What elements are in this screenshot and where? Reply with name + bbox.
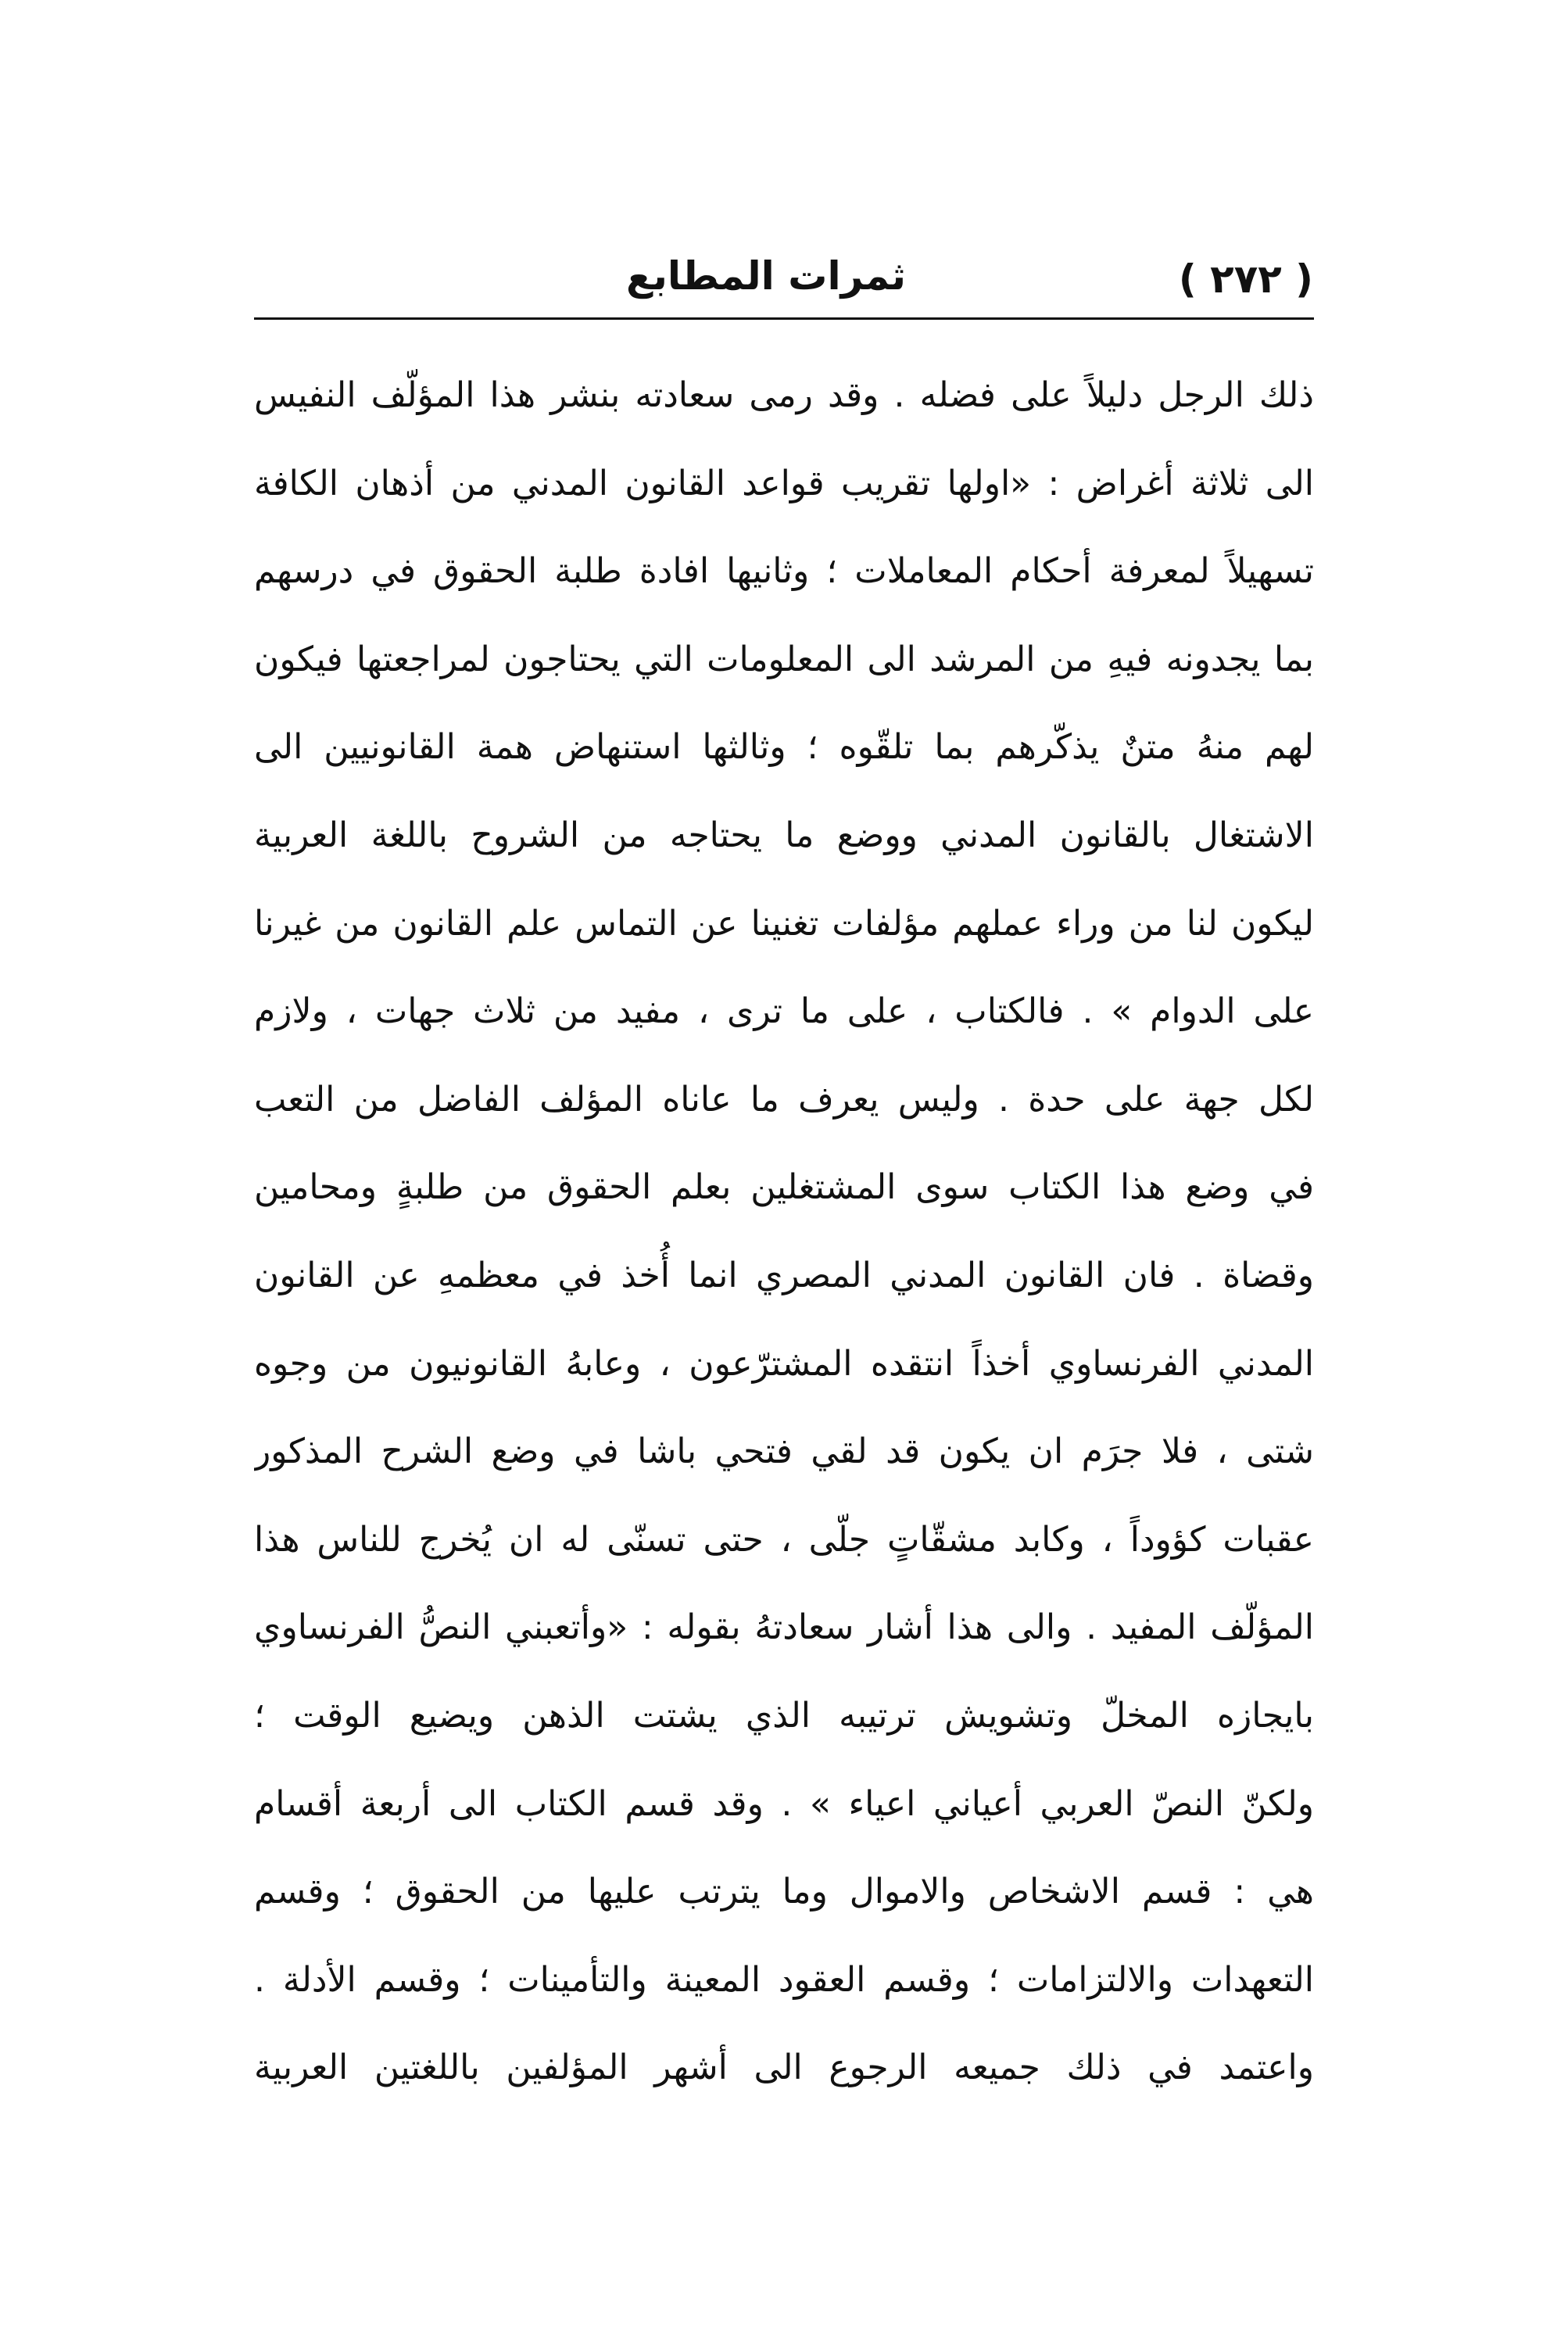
text-line — [254, 1672, 1314, 1761]
body-text — [254, 352, 1314, 2112]
line-text: الى ثلاثة أغراض : «اولها تقريب قواعد القانون المدني من أذهان الكافة — [254, 463, 1314, 503]
line-text: المدني الفرنساوي أخذاً انتقده المشترّعون ، وعابهُ القانونيون من وجوه — [254, 1343, 1314, 1384]
text-line — [254, 1056, 1314, 1145]
text-line — [254, 1761, 1314, 1849]
text-line — [254, 1232, 1314, 1320]
line-text: الاشتغال بالقانون المدني ووضع ما يحتاجه من الشروح باللغة العربية — [254, 815, 1314, 855]
text-line — [254, 792, 1314, 880]
line-text: تسهيلاً لمعرفة أحكام المعاملات ؛ وثانيها افادة طلبة الحقوق في درسهم — [254, 551, 1314, 592]
line-text: ليكون لنا من وراء عملهم مؤلفات تغنينا عن التماس علم القانون من غيرنا — [254, 903, 1314, 944]
text-line — [254, 528, 1314, 616]
text-line — [254, 704, 1314, 792]
line-text: هي : قسم الاشخاص والاموال وما يترتب عليها من الحقوق ؛ وقسم — [254, 1872, 1314, 1912]
line-text: التعهدات والالتزامات ؛ وقسم العقود المعينة والتأمينات ؛ وقسم الأدلة . — [254, 1959, 1314, 2000]
text-line — [254, 968, 1314, 1056]
text-line — [254, 1937, 1314, 2025]
line-text: واعتمد في ذلك جميعه الرجوع الى أشهر المؤلفين باللغتين العربية — [254, 2048, 1314, 2088]
text-line — [254, 1848, 1314, 1937]
text-line — [254, 1144, 1314, 1232]
line-text: في وضع هذا الكتاب سوى المشتغلين بعلم الحقوق من طلبةٍ ومحامين — [254, 1167, 1314, 1208]
line-text: ذلك الرجل دليلاً على فضله . وقد رمى سعادته بنشر هذا المؤلّف النفيس — [254, 375, 1314, 415]
line-text: المؤلّف المفيد . والى هذا أشار سعادتهُ بقوله : «وأتعبني النصُّ الفرنساوي — [254, 1607, 1314, 1648]
line-text: لهم منهُ متنٌ يذكّرهم بما تلقّوه ؛ وثالثها استنهاض همة القانونيين الى — [254, 727, 1314, 768]
header-rule — [254, 317, 1314, 320]
line-text: وقضاة . فان القانون المدني المصري انما أُخذ في معظمهِ عن القانون — [254, 1255, 1314, 1295]
text-line — [254, 440, 1314, 529]
text-line — [254, 1408, 1314, 1496]
page-number: ( ٢٧٢ ) — [1178, 256, 1313, 302]
running-title: ثمرات المطابع — [625, 253, 907, 299]
text-line — [254, 1584, 1314, 1672]
line-text: عقبات كؤوداً ، وكابد مشقّاتٍ جلّى ، حتى تسنّى له ان يُخرج للناس هذا — [254, 1519, 1314, 1560]
text-line — [254, 880, 1314, 969]
line-text: بايجازه المخلّ وتشويش ترتيبه الذي يشتت الذهن ويضيع الوقت ؛ — [254, 1695, 1314, 1736]
line-text: بما يجدونه فيهِ من المرشد الى المعلومات التي يحتاجون لمراجعتها فيكون — [254, 639, 1314, 679]
line-text: على الدوام » . فالكتاب ، على ما ترى ، مفيد من ثلاث جهات ، ولازم — [254, 991, 1314, 1032]
text-line — [254, 616, 1314, 704]
line-text: لكل جهة على حدة . وليس يعرف ما عاناه المؤلف الفاضل من التعب — [254, 1079, 1314, 1120]
text-line — [254, 1496, 1314, 1585]
text-line — [254, 1320, 1314, 1409]
line-text: شتى ، فلا جرَم ان يكون قد لقي فتحي باشا في وضع الشرح المذكور — [254, 1431, 1314, 1472]
text-line — [254, 2024, 1314, 2112]
text-line — [254, 352, 1314, 440]
line-text: ولكنّ النصّ العربي أعياني اعياء » . وقد قسم الكتاب الى أربعة أقسام — [254, 1783, 1314, 1824]
